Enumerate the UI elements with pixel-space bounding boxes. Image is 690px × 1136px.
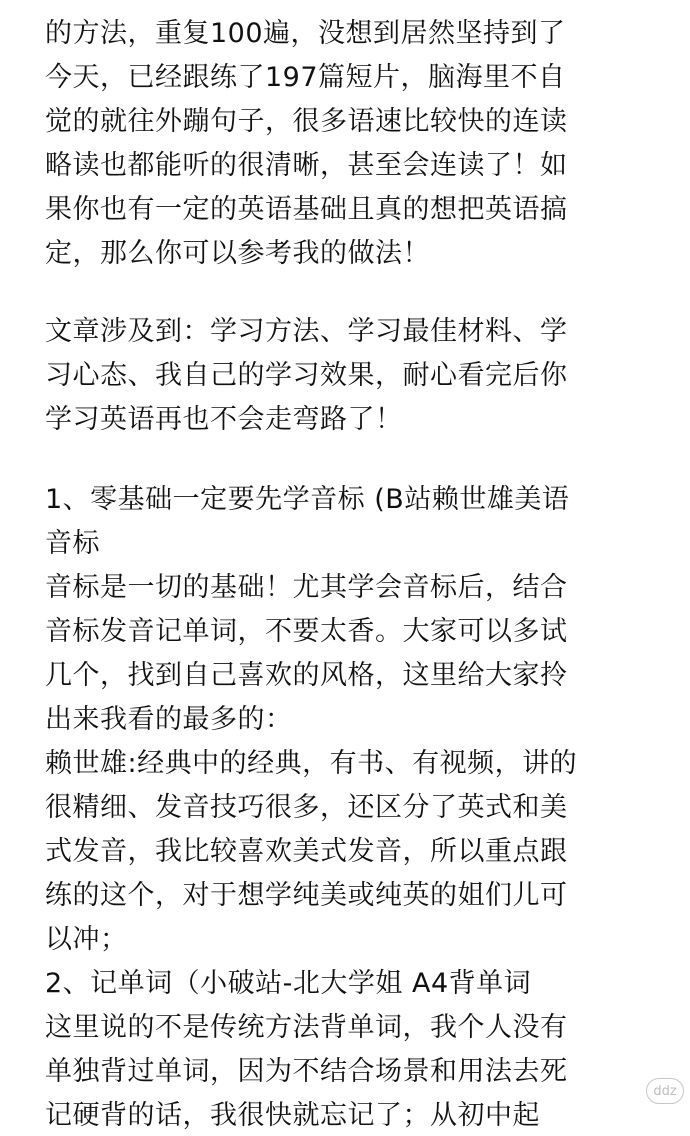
- text-line: 文章涉及到：学习方法、学习最佳材料、学: [45, 316, 568, 347]
- text-line: 音标是一切的基础！尤其学会音标后，结合: [45, 572, 568, 603]
- text-line: 很精细、发音技巧很多，还区分了英式和美: [45, 792, 568, 823]
- text-line: 音标发音记单词，不要太香。大家可以多试: [45, 616, 568, 647]
- text-line: 以冲；: [45, 924, 128, 955]
- text-line: 的方法，重复100遍，没想到居然坚持到了: [45, 18, 566, 49]
- text-line: 今天，已经跟练了197篇短片，脑海里不自: [45, 62, 566, 93]
- section-heading: 1、零基础一定要先学音标 (B站赖世雄美语: [45, 484, 570, 515]
- text-line: 记硬背的话，我很快就忘记了；从初中起: [45, 1100, 540, 1131]
- text-line: 练的这个，对于想学纯美或纯英的姐们儿可: [45, 880, 568, 911]
- text-line: 赖世雄:经典中的经典，有书、有视频，讲的: [45, 748, 578, 779]
- section-heading: 2、记单词（小破站-北大学姐 A4背单词: [45, 968, 532, 999]
- text-line: 这里说的不是传统方法背单词，我个人没有: [45, 1012, 568, 1043]
- text-line: 略读也都能听的很清晰，甚至会连读了！如: [45, 150, 568, 181]
- text-line: 定，那么你可以参考我的做法！: [45, 238, 430, 269]
- text-line: 习心态、我自己的学习效果，耐心看完后你: [45, 360, 568, 391]
- text-line: 出来我看的最多的：: [45, 704, 293, 735]
- section-heading: 音标: [45, 528, 100, 559]
- text-line: 学习英语再也不会走弯路了！: [45, 404, 403, 435]
- text-line: 觉的就往外蹦句子，很多语速比较快的连读: [45, 106, 568, 137]
- watermark-badge: ddz: [646, 1078, 684, 1104]
- text-line: 式发音，我比较喜欢美式发音，所以重点跟: [45, 836, 568, 867]
- text-line: 几个，找到自己喜欢的风格，这里给大家拎: [45, 660, 568, 691]
- text-line: 单独背过单词，因为不结合场景和用法去死: [45, 1056, 568, 1087]
- text-line: 果你也有一定的英语基础且真的想把英语搞: [45, 194, 568, 225]
